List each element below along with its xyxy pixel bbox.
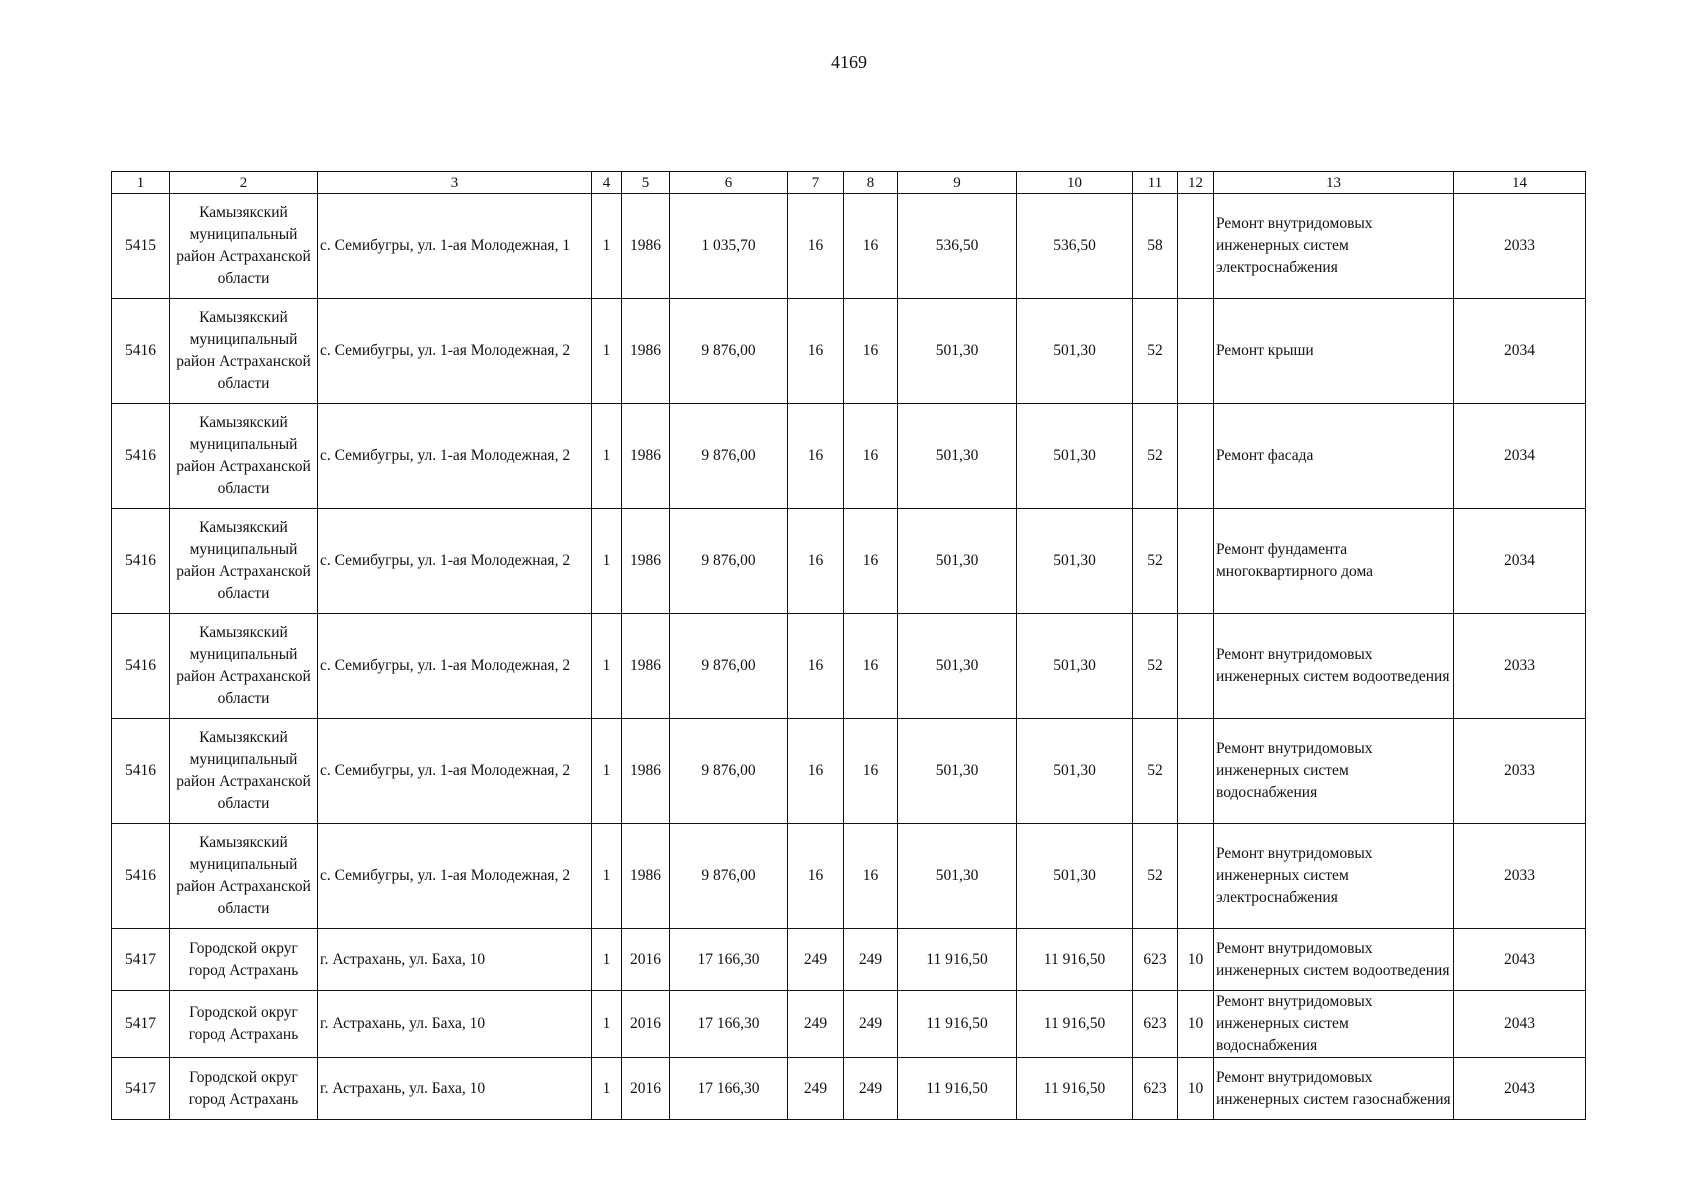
year-cell: 1986 xyxy=(622,299,670,404)
column-number: 8 xyxy=(844,172,898,194)
col11-cell: 623 xyxy=(1133,1058,1178,1120)
work-type-cell: Ремонт внутридомовых инженерных систем водоснабжения xyxy=(1214,719,1454,824)
area-cell: 9 876,00 xyxy=(670,824,788,929)
district-cell: Городской округ город Астрахань xyxy=(170,929,318,991)
count-cell: 1 xyxy=(592,824,622,929)
district-cell: Городской округ город Астрахань xyxy=(170,1058,318,1120)
work-type-cell: Ремонт крыши xyxy=(1214,299,1454,404)
col7-cell: 16 xyxy=(788,299,844,404)
column-number: 11 xyxy=(1133,172,1178,194)
plan-year-cell: 2033 xyxy=(1454,824,1586,929)
area-cell: 17 166,30 xyxy=(670,929,788,991)
address-cell: г. Астрахань, ул. Баха, 10 xyxy=(318,929,592,991)
year-cell: 1986 xyxy=(622,509,670,614)
district-cell: Камызякский муниципальный район Астраханской области xyxy=(170,509,318,614)
work-type-cell: Ремонт внутридомовых инженерных систем водоотведения xyxy=(1214,929,1454,991)
count-cell: 1 xyxy=(592,991,622,1058)
table-row xyxy=(112,194,1586,299)
table-row xyxy=(112,991,1586,1058)
column-number: 3 xyxy=(318,172,592,194)
work-type-cell: Ремонт внутридомовых инженерных систем электроснабжения xyxy=(1214,824,1454,929)
col10-cell: 11 916,50 xyxy=(1017,991,1133,1058)
plan-year-cell: 2043 xyxy=(1454,1058,1586,1120)
col11-cell: 52 xyxy=(1133,404,1178,509)
area-cell: 17 166,30 xyxy=(670,991,788,1058)
row-number-cell: 5416 xyxy=(112,404,170,509)
col10-cell: 501,30 xyxy=(1017,299,1133,404)
table-row xyxy=(112,929,1586,991)
count-cell: 1 xyxy=(592,929,622,991)
col9-cell: 501,30 xyxy=(898,719,1017,824)
address-cell: с. Семибугры, ул. 1-ая Молодежная, 2 xyxy=(318,299,592,404)
area-cell: 9 876,00 xyxy=(670,299,788,404)
col7-cell: 249 xyxy=(788,929,844,991)
row-number-cell: 5416 xyxy=(112,614,170,719)
col12-cell: 10 xyxy=(1178,929,1214,991)
col12-cell xyxy=(1178,299,1214,404)
count-cell: 1 xyxy=(592,194,622,299)
area-cell: 9 876,00 xyxy=(670,509,788,614)
col10-cell: 11 916,50 xyxy=(1017,929,1133,991)
year-cell: 1986 xyxy=(622,614,670,719)
address-cell: с. Семибугры, ул. 1-ая Молодежная, 2 xyxy=(318,614,592,719)
column-number-row xyxy=(112,172,1586,194)
address-cell: с. Семибугры, ул. 1-ая Молодежная, 2 xyxy=(318,509,592,614)
col9-cell: 501,30 xyxy=(898,299,1017,404)
plan-year-cell: 2034 xyxy=(1454,404,1586,509)
col10-cell: 501,30 xyxy=(1017,404,1133,509)
area-cell: 17 166,30 xyxy=(670,1058,788,1120)
col9-cell: 11 916,50 xyxy=(898,929,1017,991)
col8-cell: 16 xyxy=(844,614,898,719)
column-number: 14 xyxy=(1454,172,1586,194)
col9-cell: 536,50 xyxy=(898,194,1017,299)
column-number: 9 xyxy=(898,172,1017,194)
table-row xyxy=(112,614,1586,719)
col8-cell: 16 xyxy=(844,719,898,824)
district-cell: Камызякский муниципальный район Астраханской области xyxy=(170,614,318,719)
row-number-cell: 5417 xyxy=(112,991,170,1058)
count-cell: 1 xyxy=(592,719,622,824)
table-row xyxy=(112,299,1586,404)
district-cell: Камызякский муниципальный район Астраханской области xyxy=(170,824,318,929)
table-row xyxy=(112,509,1586,614)
col9-cell: 501,30 xyxy=(898,614,1017,719)
col8-cell: 16 xyxy=(844,299,898,404)
col11-cell: 52 xyxy=(1133,509,1178,614)
col9-cell: 11 916,50 xyxy=(898,1058,1017,1120)
year-cell: 2016 xyxy=(622,991,670,1058)
column-number: 13 xyxy=(1214,172,1454,194)
col12-cell xyxy=(1178,194,1214,299)
address-cell: с. Семибугры, ул. 1-ая Молодежная, 2 xyxy=(318,719,592,824)
year-cell: 2016 xyxy=(622,929,670,991)
row-number-cell: 5416 xyxy=(112,299,170,404)
col10-cell: 536,50 xyxy=(1017,194,1133,299)
column-number: 10 xyxy=(1017,172,1133,194)
district-cell: Камызякский муниципальный район Астраханской области xyxy=(170,404,318,509)
row-number-cell: 5416 xyxy=(112,824,170,929)
plan-year-cell: 2034 xyxy=(1454,299,1586,404)
work-type-cell: Ремонт внутридомовых инженерных систем водоотведения xyxy=(1214,614,1454,719)
year-cell: 1986 xyxy=(622,194,670,299)
col12-cell xyxy=(1178,404,1214,509)
col11-cell: 623 xyxy=(1133,991,1178,1058)
col7-cell: 16 xyxy=(788,509,844,614)
col11-cell: 52 xyxy=(1133,719,1178,824)
work-type-cell: Ремонт внутридомовых инженерных систем газоснабжения xyxy=(1214,1058,1454,1120)
col8-cell: 249 xyxy=(844,929,898,991)
col8-cell: 16 xyxy=(844,404,898,509)
col12-cell: 10 xyxy=(1178,991,1214,1058)
district-cell: Камызякский муниципальный район Астраханской области xyxy=(170,719,318,824)
col8-cell: 249 xyxy=(844,991,898,1058)
col12-cell xyxy=(1178,509,1214,614)
table-row xyxy=(112,824,1586,929)
row-number-cell: 5417 xyxy=(112,929,170,991)
table-row xyxy=(112,404,1586,509)
count-cell: 1 xyxy=(592,299,622,404)
col12-cell xyxy=(1178,824,1214,929)
count-cell: 1 xyxy=(592,1058,622,1120)
col8-cell: 16 xyxy=(844,824,898,929)
plan-year-cell: 2033 xyxy=(1454,194,1586,299)
page-number: 4169 xyxy=(831,52,867,72)
col11-cell: 52 xyxy=(1133,299,1178,404)
column-number: 1 xyxy=(112,172,170,194)
col8-cell: 249 xyxy=(844,1058,898,1120)
address-cell: г. Астрахань, ул. Баха, 10 xyxy=(318,1058,592,1120)
column-number: 4 xyxy=(592,172,622,194)
address-cell: г. Астрахань, ул. Баха, 10 xyxy=(318,991,592,1058)
area-cell: 9 876,00 xyxy=(670,404,788,509)
year-cell: 2016 xyxy=(622,1058,670,1120)
col10-cell: 501,30 xyxy=(1017,509,1133,614)
table-row xyxy=(112,719,1586,824)
col7-cell: 16 xyxy=(788,404,844,509)
area-cell: 9 876,00 xyxy=(670,719,788,824)
district-cell: Камызякский муниципальный район Астраханской области xyxy=(170,194,318,299)
table-row xyxy=(112,1058,1586,1120)
plan-year-cell: 2043 xyxy=(1454,929,1586,991)
row-number-cell: 5416 xyxy=(112,719,170,824)
count-cell: 1 xyxy=(592,509,622,614)
work-type-cell: Ремонт фундамента многоквартирного дома xyxy=(1214,509,1454,614)
capital-repair-table xyxy=(111,171,1586,1120)
area-cell: 9 876,00 xyxy=(670,614,788,719)
work-type-cell: Ремонт фасада xyxy=(1214,404,1454,509)
col9-cell: 501,30 xyxy=(898,509,1017,614)
column-number: 7 xyxy=(788,172,844,194)
column-number: 2 xyxy=(170,172,318,194)
col11-cell: 623 xyxy=(1133,929,1178,991)
col7-cell: 249 xyxy=(788,991,844,1058)
year-cell: 1986 xyxy=(622,824,670,929)
col10-cell: 501,30 xyxy=(1017,614,1133,719)
district-cell: Городской округ город Астрахань xyxy=(170,991,318,1058)
row-number-cell: 5417 xyxy=(112,1058,170,1120)
year-cell: 1986 xyxy=(622,404,670,509)
plan-year-cell: 2033 xyxy=(1454,719,1586,824)
row-number-cell: 5415 xyxy=(112,194,170,299)
col10-cell: 501,30 xyxy=(1017,824,1133,929)
col9-cell: 11 916,50 xyxy=(898,991,1017,1058)
col9-cell: 501,30 xyxy=(898,824,1017,929)
count-cell: 1 xyxy=(592,404,622,509)
col7-cell: 249 xyxy=(788,1058,844,1120)
col12-cell xyxy=(1178,719,1214,824)
col7-cell: 16 xyxy=(788,614,844,719)
column-number: 6 xyxy=(670,172,788,194)
col11-cell: 52 xyxy=(1133,614,1178,719)
col11-cell: 52 xyxy=(1133,824,1178,929)
col12-cell: 10 xyxy=(1178,1058,1214,1120)
col9-cell: 501,30 xyxy=(898,404,1017,509)
address-cell: с. Семибугры, ул. 1-ая Молодежная, 2 xyxy=(318,404,592,509)
address-cell: с. Семибугры, ул. 1-ая Молодежная, 2 xyxy=(318,824,592,929)
col10-cell: 501,30 xyxy=(1017,719,1133,824)
column-number: 5 xyxy=(622,172,670,194)
address-cell: с. Семибугры, ул. 1-ая Молодежная, 1 xyxy=(318,194,592,299)
col8-cell: 16 xyxy=(844,194,898,299)
col7-cell: 16 xyxy=(788,824,844,929)
column-number: 12 xyxy=(1178,172,1214,194)
plan-year-cell: 2043 xyxy=(1454,991,1586,1058)
col12-cell xyxy=(1178,614,1214,719)
col11-cell: 58 xyxy=(1133,194,1178,299)
col8-cell: 16 xyxy=(844,509,898,614)
count-cell: 1 xyxy=(592,614,622,719)
district-cell: Камызякский муниципальный район Астраханской области xyxy=(170,299,318,404)
plan-year-cell: 2034 xyxy=(1454,509,1586,614)
col10-cell: 11 916,50 xyxy=(1017,1058,1133,1120)
year-cell: 1986 xyxy=(622,719,670,824)
row-number-cell: 5416 xyxy=(112,509,170,614)
work-type-cell: Ремонт внутридомовых инженерных систем электроснабжения xyxy=(1214,194,1454,299)
col7-cell: 16 xyxy=(788,194,844,299)
plan-year-cell: 2033 xyxy=(1454,614,1586,719)
area-cell: 1 035,70 xyxy=(670,194,788,299)
work-type-cell: Ремонт внутридомовых инженерных систем водоснабжения xyxy=(1214,991,1454,1058)
col7-cell: 16 xyxy=(788,719,844,824)
